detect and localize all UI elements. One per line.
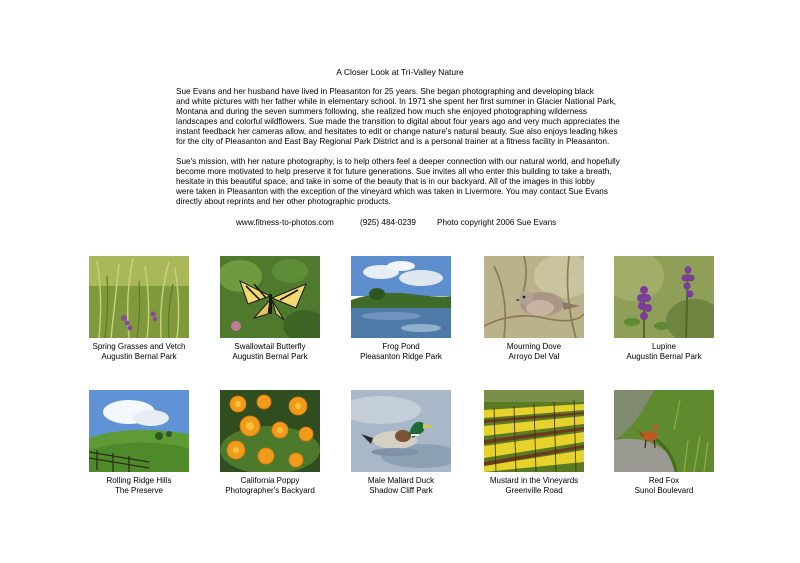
photo-location: Augustin Bernal Park	[101, 352, 177, 361]
photo-frog-pond	[351, 256, 451, 338]
caption-spring-grasses	[74, 342, 204, 362]
photo-location: Arroyo Del Val	[508, 352, 560, 361]
photo-title: California Poppy	[240, 476, 300, 485]
photo-title: Red Fox	[648, 476, 680, 485]
photo-location: Photographer's Backyard	[225, 486, 315, 495]
photo-title: Lupine	[651, 342, 677, 351]
page-title: A Closer Look at Tri-Valley Nature	[336, 67, 464, 77]
caption-swallowtail-butterfly	[205, 342, 335, 362]
mission-paragraph: Sue's mission, with her nature photography, is to help others feel a deeper connection with our natural world, and hopefully become more motivated to help preserve it for future generations. Sue invites all who enter this building to take a breath, hesitate in this beautiful space, and take in some of the beauty that is in our backyard. All of the images in this lobby were taken in Pleasanton with the exception of the vineyard which was taken in Livermore. You may contact Sue Evans directly about reprints and her other photographic products.	[176, 157, 620, 206]
photo-location: Augustin Bernal Park	[232, 352, 308, 361]
caption-male-mallard-duck	[336, 476, 466, 496]
photo-male-mallard-duck	[351, 390, 451, 472]
caption-red-fox	[599, 476, 729, 496]
photo-location: Shadow Cliff Park	[369, 486, 433, 495]
photo-mustard-vineyards	[484, 390, 584, 472]
photo-california-poppy	[220, 390, 320, 472]
bio-paragraph: Sue Evans and her husband have lived in Pleasanton for 25 years. She began photographing and developing black and white pictures with her father while in elementary school. In 1971 she spent her first summer in Glacier National Park, Montana and during the seven summers following, she realized how much she enjoyed photographing wilderness landscapes and colorful wildflowers. Sue made the transition to digital about four years ago and very much appreciates the instant feedback her cameras allow, and hesitates to edit or change nature's natural beauty. Sue also enjoys leading hikes for the city of Pleasanton and East Bay Regional Park District and is a personal trainer at a fitness facility in Pleasanton.	[176, 87, 620, 146]
caption-rolling-ridge-hills	[74, 476, 204, 496]
caption-mustard-vineyards	[469, 476, 599, 496]
photo-title: Frog Pond	[382, 342, 420, 351]
caption-mourning-dove	[469, 342, 599, 362]
photo-title: Rolling Ridge Hills	[106, 476, 172, 485]
photo-location: Augustin Bernal Park	[626, 352, 702, 361]
phone-number: (925) 484-0239	[360, 218, 416, 227]
photo-title: Swallowtail Butterfly	[234, 342, 306, 351]
photo-red-fox	[614, 390, 714, 472]
photo-rolling-ridge-hills	[89, 390, 189, 472]
photo-title: Mourning Dove	[506, 342, 562, 351]
photo-location: Sunol Boulevard	[634, 486, 694, 495]
photo-title: Mustard in the Vineyards	[489, 476, 579, 485]
photo-location: Greenville Road	[505, 486, 563, 495]
copyright-notice: Photo copyright 2006 Sue Evans	[437, 218, 557, 227]
photo-title: Spring Grasses and Vetch	[92, 342, 186, 351]
caption-frog-pond	[336, 342, 466, 362]
photo-spring-grasses	[89, 256, 189, 338]
caption-lupine	[599, 342, 729, 362]
photo-title: Male Mallard Duck	[367, 476, 435, 485]
photo-location: The Preserve	[114, 486, 164, 495]
website-link[interactable]: www.fitness-to-photos.com	[236, 218, 334, 227]
photo-lupine	[614, 256, 714, 338]
photo-swallowtail-butterfly	[220, 256, 320, 338]
photo-location: Pleasanton Ridge Park	[360, 352, 442, 361]
caption-california-poppy	[205, 476, 335, 496]
photo-mourning-dove	[484, 256, 584, 338]
